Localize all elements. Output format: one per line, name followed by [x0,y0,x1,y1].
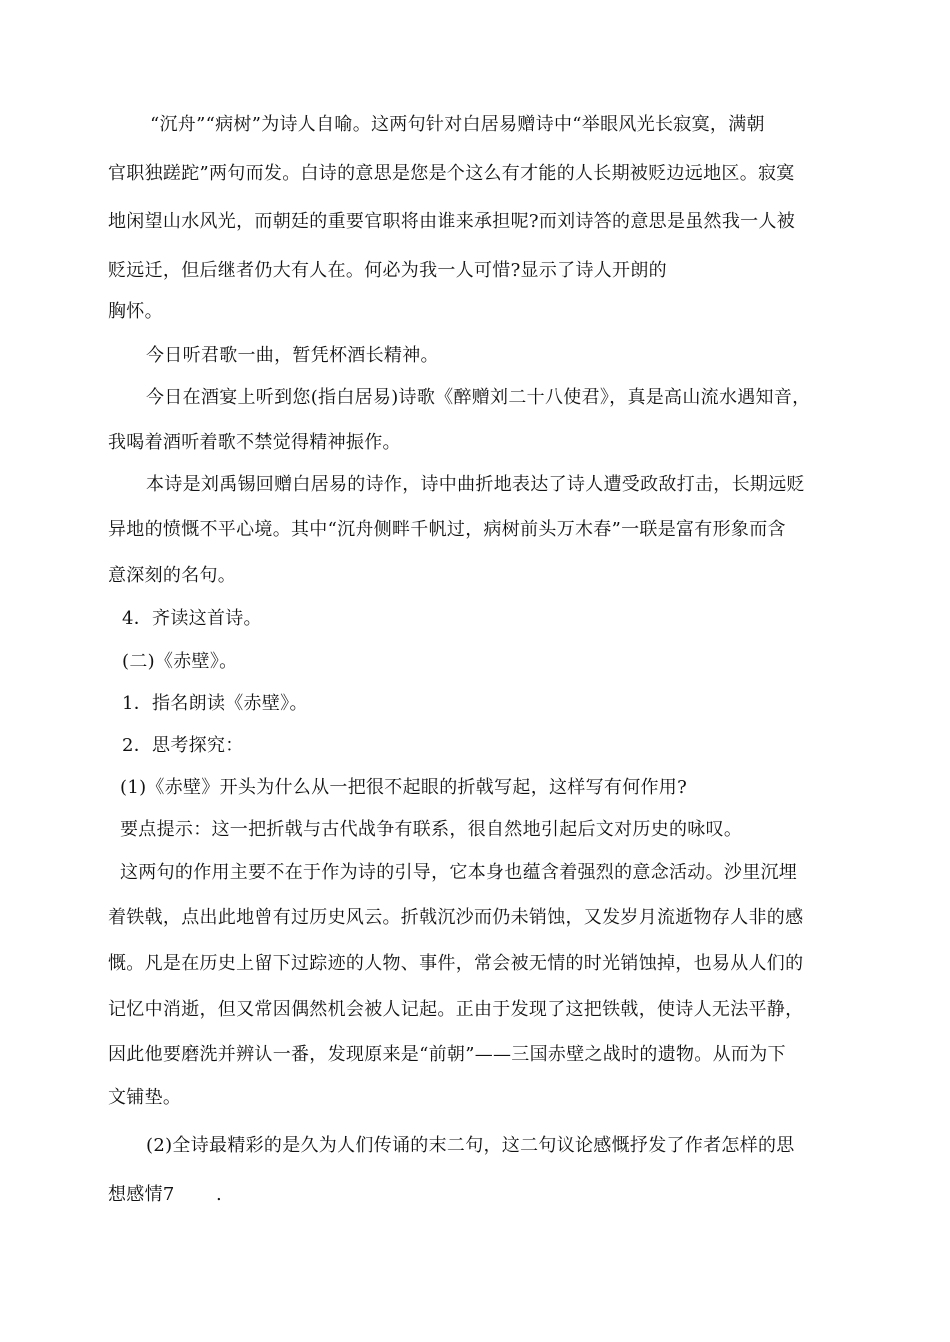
text-line: . [216,1184,223,1205]
text-line: 贬远迁，但后继者仍大有人在。何必为我一人可惜?显示了诗人开朗的 [108,260,667,281]
text-line: 记忆中消逝，但又常因偶然机会被人记起。正由于发现了这把铁戟，使诗人无法平静， [108,999,804,1020]
text-line: 着铁戟，点出此地曾有过历史风云。折戟沉沙而仍未销蚀，又发岁月流逝物存人非的感 [108,907,804,928]
text-line: 意深刻的名句。 [108,565,237,586]
text-line: 异地的愤慨不平心境。其中“沉舟侧畔千帆过，病树前头万木春”一联是富有形象而含 [108,519,786,540]
text-line: 地闲望山水风光，而朝廷的重要官职将由谁来承担呢?而刘诗答的意思是虽然我一人被 [108,211,796,232]
text-line: 我喝着酒听着歌不禁觉得精神振作。 [108,432,401,453]
text-line: 胸怀。 [108,301,163,322]
text-line: (二)《赤壁》。 [122,651,238,672]
text-line: 今日听君歌一曲，暂凭杯酒长精神。 [146,345,439,366]
text-line: 4．齐读这首诗。 [122,608,262,629]
text-line: 1．指名朗读《赤壁》。 [122,693,308,714]
text-line: “沉舟”“病树”为诗人自喻。这两句针对白居易赠诗中“举眼风光长寂寞，满朝 [150,114,765,135]
text-line: 文铺垫。 [108,1087,182,1108]
text-line: 想感情7 [108,1184,175,1205]
text-line: 这两句的作用主要不在于作为诗的引导，它本身也蕴含着强烈的意念活动。沙里沉埋 [120,862,798,883]
text-line: 2．思考探究： [122,735,244,756]
text-line: 要点提示：这一把折戟与古代战争有联系，很自然地引起后文对历史的咏叹。 [120,819,743,840]
text-line: 因此他要磨洗并辨认一番，发现原来是“前朝”——三国赤壁之战时的遗物。从而为下 [108,1044,786,1065]
text-line: 今日在酒宴上听到您(指白居易)诗歌《醉赠刘二十八使君》，真是高山流水遇知音， [146,387,811,408]
text-line: 官职独蹉跎”两句而发。白诗的意思是您是个这么有才能的人长期被贬边远地区。寂寞 [108,163,795,184]
text-line: 本诗是刘禹锡回赠白居易的诗作，诗中曲折地表达了诗人遭受政敌打击，长期远贬 [146,474,805,495]
text-line: 慨。凡是在历史上留下过踪迹的人物、事件，常会被无情的时光销蚀掉，也易从人们的 [108,953,804,974]
text-line: (2)全诗最精彩的是久为人们传诵的末二句，这二句议论感慨抒发了作者怎样的思 [146,1135,795,1156]
text-line: (1)《赤壁》开头为什么从一把很不起眼的折戟写起，这样写有何作用? [120,777,688,798]
